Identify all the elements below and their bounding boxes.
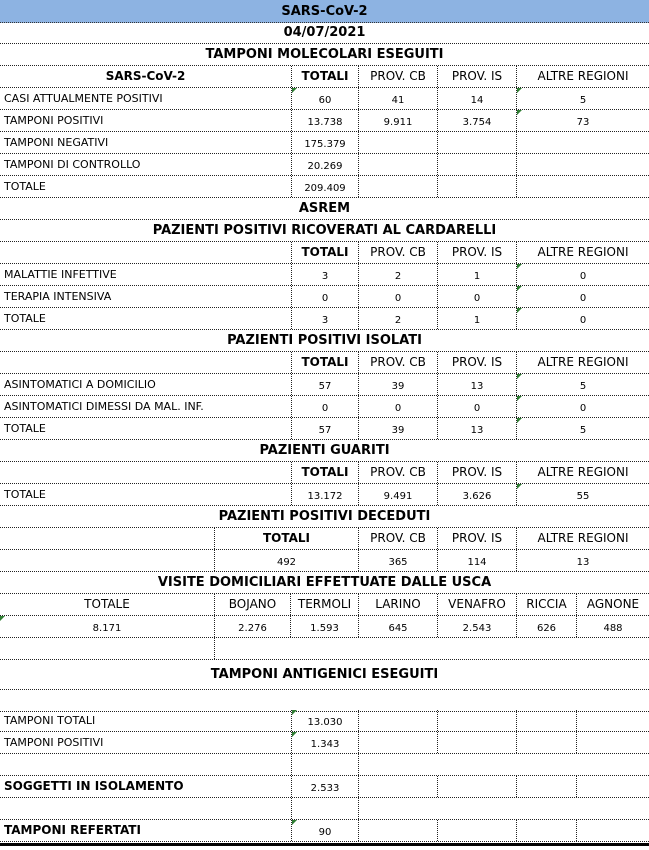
col-prov-is: PROV. IS	[438, 528, 517, 549]
empty-cell	[359, 132, 438, 153]
empty-cell	[517, 820, 577, 841]
cell-totali: 13.738	[292, 110, 359, 131]
cell-is: 14	[438, 88, 517, 109]
cell-is: 114	[438, 550, 517, 571]
cell-value: 2.533	[292, 776, 359, 797]
table-row	[0, 154, 649, 176]
marker-icon	[517, 396, 522, 401]
row-label: TAMPONI TOTALI	[0, 710, 292, 731]
recovered-heading: PAZIENTI GUARITI	[0, 440, 649, 462]
empty-cell	[438, 132, 517, 153]
col-altre-regioni: ALTRE REGIONI	[537, 355, 629, 369]
col-altre-regioni: ALTRE REGIONI	[537, 531, 629, 545]
marker-icon	[292, 820, 297, 825]
row-label: TOTALE	[0, 418, 292, 439]
empty-cell	[438, 820, 517, 841]
marker-icon	[517, 110, 522, 115]
empty-cell	[0, 528, 215, 549]
col-totali: TOTALI	[292, 242, 359, 263]
empty-cell	[0, 462, 292, 483]
row-label: TAMPONI POSITIVI	[0, 732, 292, 753]
cell-totali: 60	[292, 88, 359, 109]
empty-cell	[517, 710, 577, 731]
cell-totali: 3	[292, 264, 359, 285]
cell-value: 90	[292, 820, 359, 841]
isolated-header-row	[0, 352, 649, 374]
empty-cell	[0, 550, 215, 571]
sheet-title: SARS-CoV-2	[0, 0, 649, 23]
table-row	[0, 176, 649, 198]
cell-cb: 365	[359, 550, 438, 571]
table-row	[0, 550, 649, 572]
row-label: TAMPONI REFERTATI	[0, 820, 292, 841]
col-totali: TOTALI	[292, 462, 359, 483]
cell-cb: 0	[359, 286, 438, 307]
usca-heading: VISITE DOMICILIARI EFFETTUATE DALLE USCA	[0, 572, 649, 594]
col-venafro: VENAFRO	[438, 594, 517, 615]
table-row	[0, 710, 649, 732]
table-row	[0, 264, 649, 286]
deceased-heading: PAZIENTI POSITIVI DECEDUTI	[0, 506, 649, 528]
empty-cell	[438, 154, 517, 175]
empty-cell	[359, 710, 438, 731]
cell-value: 1.343	[292, 732, 359, 753]
marker-icon	[517, 264, 522, 269]
empty-cell	[359, 154, 438, 175]
empty-cell	[438, 710, 517, 731]
table-row	[0, 374, 649, 396]
table-row	[0, 132, 649, 154]
table-row	[0, 88, 649, 110]
cell-altre: 5	[517, 374, 649, 395]
cell-totali: 20.269	[292, 154, 359, 175]
cell-altre: 0	[517, 308, 649, 329]
col-agnone: AGNONE	[586, 597, 640, 611]
empty-cell	[438, 176, 517, 197]
col-prov-is: PROV. IS	[438, 352, 517, 373]
table-row	[0, 776, 649, 798]
col-totali: TOTALI	[292, 352, 359, 373]
cell-cb: 9.911	[359, 110, 438, 131]
cell-altre: 5	[517, 88, 649, 109]
marker-icon	[517, 286, 522, 291]
empty-cell	[359, 176, 438, 197]
cell-altre: 13	[576, 557, 590, 568]
marker-icon	[0, 616, 5, 621]
cell-cb: 2	[359, 308, 438, 329]
cell-totali: 57	[292, 374, 359, 395]
marker-icon	[292, 710, 297, 715]
row-label: TOTALE	[0, 484, 292, 505]
cell-larino: 645	[359, 616, 438, 637]
marker-icon	[517, 308, 522, 313]
cell-is: 13	[438, 374, 517, 395]
cell-altre: 73	[517, 110, 649, 131]
cell-value: 13.030	[292, 710, 359, 731]
empty-row	[0, 690, 649, 712]
row-label: MALATTIE INFETTIVE	[0, 264, 292, 285]
molecular-header-row	[0, 66, 649, 88]
cell-is: 1	[438, 264, 517, 285]
report-date: 04/07/2021	[0, 22, 649, 44]
cell-is: 13	[438, 418, 517, 439]
row-label: TOTALE	[0, 308, 292, 329]
cell-is: 3.754	[438, 110, 517, 131]
empty-row	[0, 798, 649, 820]
row-label: SOGGETTI IN ISOLAMENTO	[0, 776, 292, 797]
col-altre-regioni: ALTRE REGIONI	[537, 69, 629, 83]
empty-cell	[0, 352, 292, 373]
cell-totali: 0	[292, 286, 359, 307]
empty-row	[0, 754, 649, 776]
cell-is: 0	[438, 286, 517, 307]
marker-icon	[517, 484, 522, 489]
hospital-heading: PAZIENTI POSITIVI RICOVERATI AL CARDARELLI	[0, 220, 649, 242]
cell-altre: 0	[517, 286, 649, 307]
cell-altre: 0	[517, 264, 649, 285]
col-riccia: RICCIA	[517, 594, 577, 615]
cell-is: 3.626	[438, 484, 517, 505]
marker-icon	[517, 374, 522, 379]
marker-icon	[292, 732, 297, 737]
marker-icon	[517, 88, 522, 93]
col-prov-is: PROV. IS	[438, 242, 517, 263]
row-label: ASINTOMATICI A DOMICILIO	[0, 374, 292, 395]
col-bojano: BOJANO	[215, 594, 291, 615]
col-larino: LARINO	[359, 594, 438, 615]
empty-cell	[359, 820, 438, 841]
cell-altre: 0	[517, 396, 649, 417]
cell-totali: 3	[292, 308, 359, 329]
marker-icon	[517, 418, 522, 423]
cell-is: 1	[438, 308, 517, 329]
col-altre-regioni: ALTRE REGIONI	[537, 245, 629, 259]
empty-cell	[0, 638, 215, 659]
empty-cell	[292, 798, 359, 819]
empty-row	[0, 638, 649, 660]
molecular-heading: TAMPONI MOLECOLARI ESEGUITI	[0, 44, 649, 66]
table-row	[0, 418, 649, 440]
antigen-heading: TAMPONI ANTIGENICI ESEGUITI	[0, 660, 649, 690]
col-prov-is: PROV. IS	[438, 66, 517, 87]
empty-cell	[0, 754, 292, 775]
table-row	[0, 484, 649, 506]
cell-bojano: 2.276	[215, 616, 291, 637]
col-prov-is: PROV. IS	[438, 462, 517, 483]
cell-cb: 41	[359, 88, 438, 109]
cell-totali: 13.172	[292, 484, 359, 505]
empty-cell	[0, 798, 292, 819]
table-row	[0, 396, 649, 418]
asrem-heading: ASREM	[0, 198, 649, 220]
table-row	[0, 820, 649, 842]
cell-agnone: 488	[603, 623, 623, 634]
empty-cell	[359, 732, 438, 753]
row-label: TAMPONI NEGATIVI	[0, 132, 292, 153]
row-label: TAMPONI DI CONTROLLO	[0, 154, 292, 175]
deceased-header-row	[0, 528, 649, 550]
col-prov-cb: PROV. CB	[359, 66, 438, 87]
cell-termoli: 1.593	[291, 616, 359, 637]
row-label: CASI ATTUALMENTE POSITIVI	[0, 88, 292, 109]
cell-totali: 175.379	[292, 132, 359, 153]
cell-totale: 8.171	[0, 616, 215, 637]
cell-is: 0	[438, 396, 517, 417]
cell-cb: 2	[359, 264, 438, 285]
cell-totali: 492	[215, 550, 359, 571]
usca-header-row	[0, 594, 649, 616]
cell-totali: 57	[292, 418, 359, 439]
bottom-border	[0, 843, 649, 846]
empty-cell	[517, 732, 577, 753]
empty-cell	[438, 776, 517, 797]
row-label: TERAPIA INTENSIVA	[0, 286, 292, 307]
empty-cell	[359, 776, 438, 797]
cell-altre: 55	[517, 484, 649, 505]
cell-totali: 209.409	[292, 176, 359, 197]
hospital-header-row	[0, 242, 649, 264]
molecular-label-col: SARS-CoV-2	[0, 66, 292, 87]
table-row	[0, 110, 649, 132]
row-label: ASINTOMATICI DIMESSI DA MAL. INF.	[0, 396, 292, 417]
cell-cb: 39	[359, 418, 438, 439]
table-row	[0, 616, 649, 638]
col-prov-cb: PROV. CB	[359, 352, 438, 373]
col-altre-regioni: ALTRE REGIONI	[537, 465, 629, 479]
col-prov-cb: PROV. CB	[359, 528, 438, 549]
cell-altre: 5	[517, 418, 649, 439]
cell-totali: 0	[292, 396, 359, 417]
table-row	[0, 286, 649, 308]
cell-venafro: 2.543	[438, 616, 517, 637]
row-label: TOTALE	[0, 176, 292, 197]
empty-cell	[438, 732, 517, 753]
cell-cb: 0	[359, 396, 438, 417]
cell-riccia: 626	[517, 616, 577, 637]
table-row	[0, 732, 649, 754]
cell-cb: 39	[359, 374, 438, 395]
col-prov-cb: PROV. CB	[359, 242, 438, 263]
table-row	[0, 308, 649, 330]
empty-cell	[517, 776, 577, 797]
col-totali: TOTALI	[292, 66, 359, 87]
marker-icon	[292, 88, 297, 93]
empty-cell	[0, 242, 292, 263]
recovered-header-row	[0, 462, 649, 484]
col-totale: TOTALE	[0, 594, 215, 615]
col-termoli: TERMOLI	[291, 594, 359, 615]
cell-cb: 9.491	[359, 484, 438, 505]
empty-cell	[292, 754, 359, 775]
row-label: TAMPONI POSITIVI	[0, 110, 292, 131]
col-totali: TOTALI	[215, 528, 359, 549]
col-prov-cb: PROV. CB	[359, 462, 438, 483]
isolated-heading: PAZIENTI POSITIVI ISOLATI	[0, 330, 649, 352]
